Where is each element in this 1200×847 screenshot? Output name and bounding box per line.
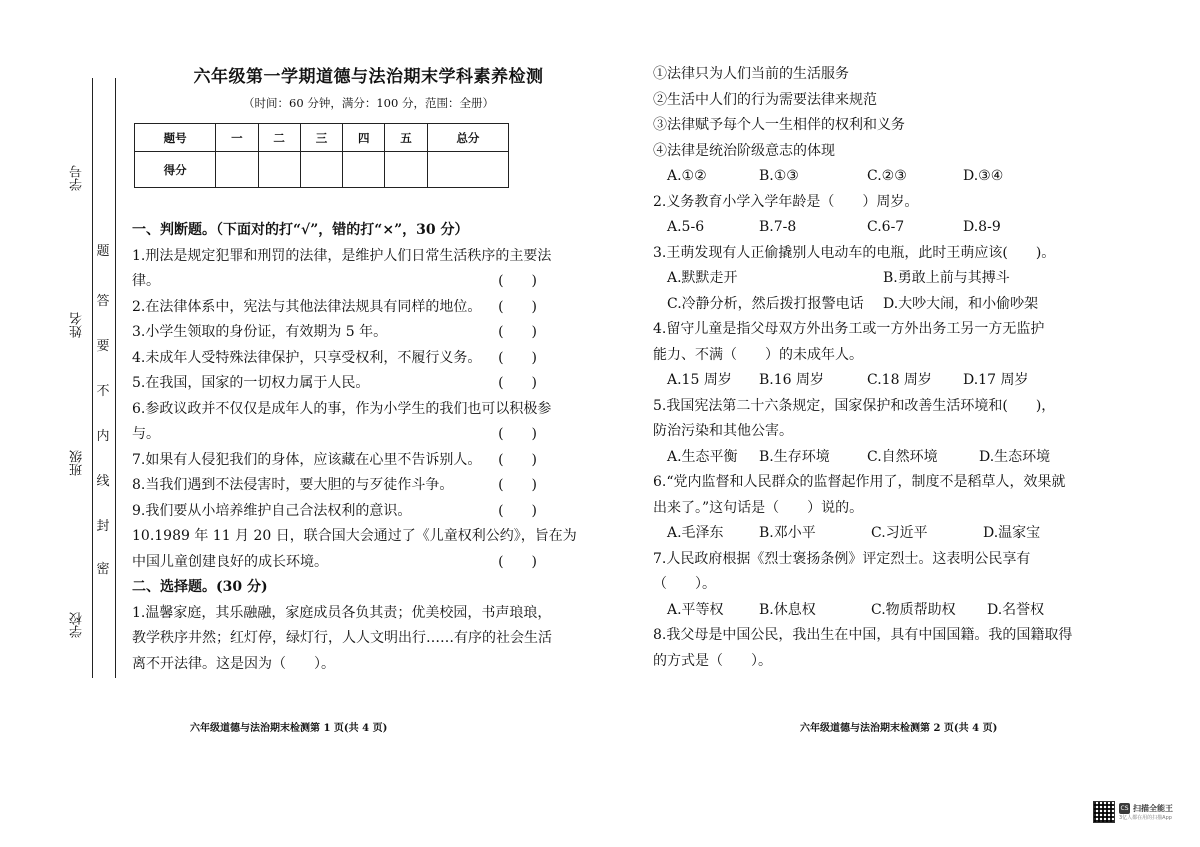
judge-question-line	[132, 397, 577, 423]
scanner-app-name: 扫描全能王	[1133, 804, 1173, 813]
score-header-cell: 总分	[427, 124, 508, 152]
name-label: 姓名	[70, 312, 85, 338]
section-1-heading: 一、判断题。（下面对的打“√”，错的打“×”，30 分）	[132, 222, 469, 238]
option[interactable]: C.习近平	[871, 525, 928, 541]
judge-question-line	[132, 371, 577, 397]
choice-q1-line: 离不开法律。这是因为（ ）。	[132, 655, 335, 672]
score-header-cell: 五	[385, 124, 427, 152]
option[interactable]: C.物质帮助权	[871, 601, 956, 618]
seal-char: 线	[96, 474, 110, 489]
option[interactable]: D.8-9	[963, 219, 1001, 235]
question-7-line: 7.人民政府根据《烈士褒扬条例》评定烈士。这表明公民享有	[653, 550, 1031, 567]
option[interactable]: A.5-6	[667, 219, 705, 235]
q6-options	[653, 521, 1073, 547]
judge-question-text: 9.我们要从小培养维护自己合法权利的意识。	[132, 502, 412, 519]
school-label: 学校	[70, 612, 85, 638]
option[interactable]: B.勇敢上前与其搏斗	[883, 270, 1010, 286]
option[interactable]: D.17 周岁	[963, 372, 1029, 388]
statement: ②生活中人们的行为需要法律来规范	[653, 91, 877, 108]
score-cell[interactable]	[216, 152, 258, 188]
judge-question-line	[132, 244, 577, 270]
judge-question-text: 7.如果有人侵犯我们的身体，应该藏在心里不告诉别人。	[132, 451, 482, 468]
option[interactable]: B.16 周岁	[759, 372, 825, 388]
option[interactable]: B.7-8	[759, 219, 797, 235]
judge-question-text: 2.在法律体系中，宪法与其他法律法规具有同样的地位。	[132, 298, 482, 315]
seal-char: 密	[96, 562, 110, 577]
choice-q1-line: 1.温馨家庭，其乐融融，家庭成员各负其责；优美校园，书声琅琅，	[132, 604, 552, 621]
judge-question-text: 5.在我国，国家的一切权力属于人民。	[132, 375, 370, 391]
option[interactable]: C.6-7	[867, 219, 905, 235]
judge-question-text: 6.参政议政并不仅仅是成年人的事，作为小学生的我们也可以积极参	[132, 400, 552, 417]
question-8-line: 的方式是（ ）。	[653, 652, 772, 669]
option[interactable]: D.温家宝	[983, 525, 1041, 541]
question-4-line: 能力、不满（ ）的未成年人。	[653, 346, 863, 363]
judge-question-text: 10.1989 年 11 月 20 日，联合国大会通过了《儿童权利公约》，旨在为	[132, 528, 577, 544]
answer-parentheses[interactable]: ( )	[498, 426, 537, 442]
score-cell[interactable]	[343, 152, 385, 188]
option[interactable]: D.生态环境	[979, 448, 1051, 465]
section-2-heading: 二、选择题。(30 分)	[132, 579, 268, 595]
score-cell[interactable]	[300, 152, 342, 188]
binding-line-outer	[92, 78, 93, 678]
score-header-cell: 一	[216, 124, 258, 152]
statement: ③法律赋予每个人一生相伴的权利和义务	[653, 117, 905, 133]
seal-char: 不	[96, 384, 110, 399]
page-2	[653, 62, 1073, 674]
option[interactable]: A.①②	[667, 168, 707, 184]
score-table-score-row	[135, 152, 509, 188]
exam-subtitle: （时间：60 分钟，满分：100 分，范围：全册）	[243, 96, 494, 110]
judge-question-line	[132, 269, 577, 295]
scanner-watermark	[1093, 801, 1173, 823]
question-6-line: 出来了。”这句话是（ ）说的。	[653, 499, 864, 516]
option[interactable]: A.默默走开	[667, 270, 738, 286]
q1-options	[653, 164, 1073, 190]
judge-question-line	[132, 346, 577, 372]
scanner-logo-icon: CS	[1120, 805, 1129, 812]
q3-options-row-2	[653, 292, 1073, 318]
question-6-line: 6.“党内监督和人民群众的监督起作用了，制度不是稻草人，效果就	[653, 474, 1066, 490]
answer-parentheses[interactable]: ( )	[498, 553, 537, 570]
option[interactable]: A.15 周岁	[667, 372, 732, 388]
option[interactable]: A.毛泽东	[667, 525, 724, 541]
option[interactable]: B.邓小平	[759, 525, 816, 541]
option[interactable]: A.平等权	[667, 601, 724, 618]
qr-code-icon	[1093, 801, 1115, 823]
option[interactable]: D.名誉权	[987, 601, 1045, 618]
question-2: 2.义务教育小学入学年龄是（ ）周岁。	[653, 193, 919, 210]
score-table	[134, 123, 509, 188]
judge-question-line	[132, 320, 577, 346]
answer-parentheses[interactable]: ( )	[498, 349, 537, 366]
answer-parentheses[interactable]: ( )	[498, 273, 537, 289]
judge-question-line	[132, 550, 577, 576]
score-cell[interactable]	[258, 152, 300, 188]
choice-q1-line: 教学秩序井然；红灯停，绿灯行，人人文明出行……有序的社会生活	[132, 630, 552, 646]
page-1-footer: 六年级道德与法治期末检测第 1 页(共 4 页)	[190, 723, 388, 734]
q7-options	[653, 598, 1073, 624]
binding-labels	[68, 0, 88, 847]
answer-parentheses[interactable]: ( )	[498, 324, 537, 340]
seal-char: 内	[96, 429, 110, 444]
student-id-label: 学号	[70, 165, 85, 191]
score-header-cell: 二	[258, 124, 300, 152]
option[interactable]: A.生态平衡	[667, 448, 738, 465]
score-row-label: 得分	[135, 152, 216, 188]
statement: ①法律只为人们当前的生活服务	[653, 66, 849, 82]
page-1	[132, 62, 577, 677]
question-8-line: 8.我父母是中国公民，我出生在中国，具有中国国籍。我的国籍取得	[653, 627, 1073, 643]
option[interactable]: D.③④	[963, 168, 1004, 184]
option[interactable]: C.冷静分析，然后拨打报警电话	[667, 295, 864, 312]
judge-question-line	[132, 422, 577, 448]
answer-parentheses[interactable]: ( )	[498, 502, 537, 519]
judge-question-text: 中国儿童创建良好的成长环境。	[132, 553, 328, 570]
binding-line-inner	[115, 78, 116, 678]
seal-char: 答	[96, 294, 110, 309]
answer-parentheses[interactable]: ( )	[498, 451, 537, 468]
score-cell[interactable]	[427, 152, 508, 188]
score-table-header-row	[135, 124, 509, 152]
seal-char: 要	[96, 339, 110, 354]
judge-question-text: 1.刑法是规定犯罪和刑罚的法律，是维护人们日常生活秩序的主要法	[132, 247, 552, 264]
class-label: 班级	[70, 450, 85, 476]
judge-question-line	[132, 499, 577, 525]
question-5-line: 防治污染和其他公害。	[653, 423, 793, 439]
q3-options-row-1	[653, 266, 1073, 292]
seal-char: 题	[96, 244, 110, 259]
judge-question-text: 3.小学生领取的身份证，有效期为 5 年。	[132, 324, 388, 340]
option[interactable]: D.大吵大闹，和小偷吵架	[883, 295, 1039, 312]
judge-question-text: 8.当我们遇到不法侵害时，要大胆的与歹徒作斗争。	[132, 477, 454, 493]
exam-title: 六年级第一学期道德与法治期末学科素养检测	[193, 67, 544, 87]
answer-parentheses[interactable]: ( )	[498, 477, 537, 493]
q2-options	[653, 215, 1073, 241]
answer-parentheses[interactable]: ( )	[498, 375, 537, 391]
question-3: 3.王萌发现有人正偷撬别人电动车的电瓶，此时王萌应该( )。	[653, 244, 1056, 261]
judge-question-line	[132, 473, 577, 499]
score-cell[interactable]	[385, 152, 427, 188]
judge-question-text: 4.未成年人受特殊法律保护，只享受权利，不履行义务。	[132, 349, 482, 366]
seal-char: 封	[96, 519, 110, 534]
option[interactable]: C.自然环境	[867, 448, 938, 465]
option[interactable]: B.①③	[759, 168, 799, 184]
score-header-cell: 题号	[135, 124, 216, 152]
judge-question-line	[132, 524, 577, 550]
score-header-cell: 四	[343, 124, 385, 152]
judge-question-text: 律。	[132, 273, 160, 289]
option[interactable]: C.18 周岁	[867, 372, 932, 388]
statement: ④法律是统治阶级意志的体现	[653, 142, 835, 159]
q5-options	[653, 445, 1073, 471]
option[interactable]: C.②③	[867, 168, 907, 184]
score-header-cell: 三	[300, 124, 342, 152]
judge-question-list	[132, 244, 577, 576]
judge-question-line	[132, 295, 577, 321]
judge-question-line	[132, 448, 577, 474]
option[interactable]: B.休息权	[759, 601, 816, 618]
q4-options	[653, 368, 1073, 394]
option[interactable]: B.生存环境	[759, 448, 830, 465]
question-5-line: 5.我国宪法第二十六条规定，国家保护和改善生活环境和( )，	[653, 397, 1056, 414]
scanner-tagline: 3亿人都在用的扫描App	[1119, 815, 1172, 821]
judge-question-text: 与。	[132, 426, 160, 442]
page-2-footer: 六年级道德与法治期末检测第 2 页(共 4 页)	[800, 723, 998, 734]
question-7-line: （ ）。	[653, 576, 716, 592]
question-4-line: 4.留守儿童是指父母双方外出务工或一方外出务工另一方无监护	[653, 321, 1045, 337]
answer-parentheses[interactable]: ( )	[498, 298, 537, 315]
